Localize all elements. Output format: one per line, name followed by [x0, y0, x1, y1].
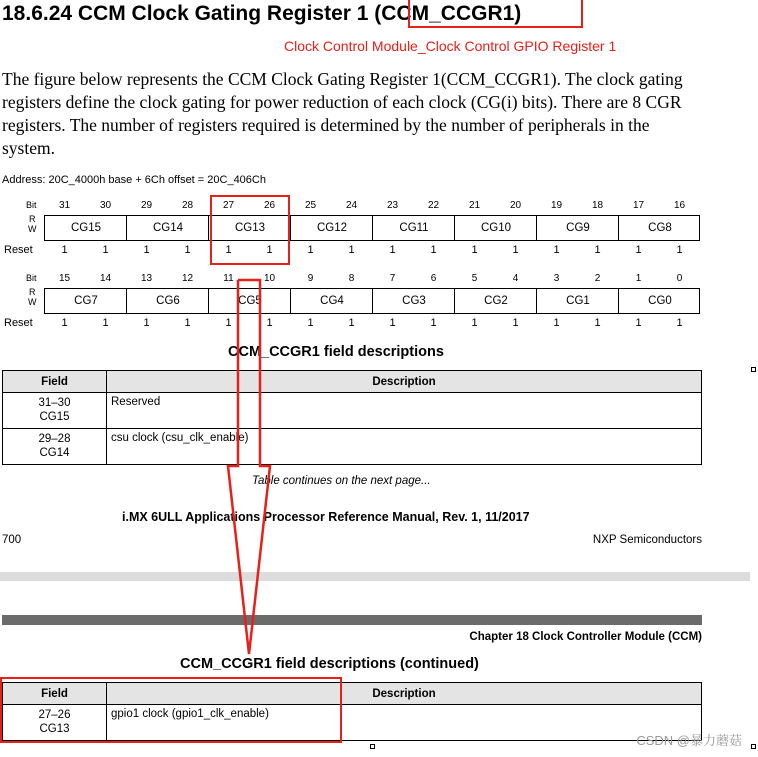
reset-row-label: Reset [4, 317, 33, 329]
bit-number: 2 [594, 273, 601, 284]
reset-value: 1 [594, 244, 601, 256]
bit-number: 11 [223, 273, 234, 284]
bit-number: 21 [468, 200, 481, 211]
reset-value: 1 [102, 317, 109, 329]
resize-handle[interactable] [751, 367, 756, 372]
field-name: CG9 [566, 222, 590, 234]
column-header-description: Description [107, 371, 702, 393]
reset-value: 1 [348, 317, 355, 329]
chapter-title: Chapter 18 Clock Controller Module (CCM) [469, 631, 702, 643]
bit-number: 28 [181, 200, 194, 211]
reset-value: 1 [307, 244, 314, 256]
bit-number: 6 [430, 273, 437, 284]
reset-value: 1 [676, 244, 683, 256]
reset-value: 1 [266, 244, 273, 256]
field-bits: 31–30 [38, 397, 71, 409]
bit-number: 25 [304, 200, 317, 211]
bit-number: 18 [591, 200, 604, 211]
rw-label: R W [28, 214, 37, 234]
reset-value: 1 [61, 244, 68, 256]
table-continues-note: Table continues on the next page... [252, 475, 431, 487]
reset-value: 1 [553, 244, 560, 256]
column-header-field: Field [3, 371, 107, 393]
field-name: CG8 [648, 222, 672, 234]
field-name: CG12 [316, 222, 348, 234]
description-cell: gpio1 clock (gpio1_clk_enable) [107, 705, 702, 741]
field-name: CG2 [484, 295, 508, 307]
bit-number: 24 [345, 200, 358, 211]
bit-number: 3 [553, 273, 560, 284]
field-name: CG14 [39, 447, 70, 459]
vendor-name: NXP Semiconductors [592, 534, 702, 546]
reset-value: 1 [61, 317, 68, 329]
annotation-text: Clock Control Module_Clock Control GPIO Register 1 [284, 38, 617, 54]
reset-value: 1 [348, 244, 355, 256]
reset-value: 1 [553, 317, 560, 329]
section-title-register: (CCM_CCGR1) [374, 2, 522, 25]
bit-number: 15 [58, 273, 71, 284]
reset-value: 1 [225, 317, 232, 329]
bit-number: 30 [99, 200, 112, 211]
bit-number: 4 [512, 273, 519, 284]
field-name: CG13 [234, 222, 266, 234]
reset-value: 1 [676, 317, 683, 329]
field-name: CG4 [320, 295, 344, 307]
field-name: CG15 [70, 222, 102, 234]
reset-value: 1 [225, 244, 232, 256]
field-name: CG15 [39, 411, 70, 423]
bit-number: 16 [673, 200, 686, 211]
bit-number: 29 [140, 200, 153, 211]
field-bits: 29–28 [38, 433, 71, 445]
bit-number: 27 [222, 200, 235, 211]
reset-value: 1 [635, 244, 642, 256]
reset-value: 1 [471, 317, 478, 329]
field-name: CG0 [648, 295, 672, 307]
reset-value: 1 [266, 317, 273, 329]
reset-value: 1 [512, 244, 519, 256]
bit-number: 8 [348, 273, 355, 284]
description-cell: csu clock (csu_clk_enable) [107, 429, 702, 465]
reset-value: 1 [307, 317, 314, 329]
bit-number: 10 [263, 273, 276, 284]
bit-number: 31 [58, 200, 71, 211]
field-name: CG13 [39, 723, 70, 735]
reset-value: 1 [430, 244, 437, 256]
bit-number: 23 [386, 200, 399, 211]
field-table-heading: CCM_CCGR1 field descriptions [228, 344, 444, 360]
bit-number: 5 [471, 273, 478, 284]
bit-row-label: Bit [26, 273, 37, 283]
reset-value: 1 [389, 317, 396, 329]
field-name: CG6 [156, 295, 180, 307]
bit-number: 13 [140, 273, 153, 284]
bit-number: 22 [427, 200, 440, 211]
description-cell: Reserved [107, 393, 702, 429]
page-number: 700 [2, 534, 22, 546]
bit-row-label: Bit [26, 200, 37, 210]
reset-value: 1 [471, 244, 478, 256]
field-bits: 27–26 [38, 709, 71, 721]
reset-value: 1 [635, 317, 642, 329]
rw-label: R W [28, 287, 37, 307]
bit-number: 7 [389, 273, 396, 284]
bit-number: 14 [99, 273, 112, 284]
bit-number: 1 [635, 273, 642, 284]
bit-number: 17 [632, 200, 645, 211]
resize-handle[interactable] [370, 744, 375, 749]
bit-number: 12 [181, 273, 194, 284]
reset-value: 1 [594, 317, 601, 329]
reset-value: 1 [389, 244, 396, 256]
field-name: CG10 [480, 222, 512, 234]
bit-number: 20 [509, 200, 522, 211]
continued-table-heading: CCM_CCGR1 field descriptions (continued) [180, 656, 479, 672]
column-header-description: Description [107, 683, 702, 705]
reset-value: 1 [430, 317, 437, 329]
field-name: CG3 [402, 295, 426, 307]
reset-value: 1 [143, 317, 150, 329]
bit-number: 26 [263, 200, 276, 211]
reset-value: 1 [184, 244, 191, 256]
bit-number: 9 [307, 273, 314, 284]
field-name: CG14 [152, 222, 184, 234]
register-address: Address: 20C_4000h base + 6Ch offset = 20C_406Ch [2, 174, 266, 186]
reset-value: 1 [102, 244, 109, 256]
field-name: CG7 [74, 295, 98, 307]
column-header-field: Field [3, 683, 107, 705]
field-name: CG1 [566, 295, 590, 307]
bit-number: 0 [676, 273, 683, 284]
watermark: CSDN @暴力蘑菇 [636, 733, 742, 748]
section-title-prefix: 18.6.24 CCM Clock Gating Register 1 [2, 2, 375, 25]
resize-handle[interactable] [751, 744, 756, 749]
arrow-shape [228, 280, 270, 654]
bit-number: 19 [550, 200, 563, 211]
manual-footer: i.MX 6ULL Applications Processor Reference Manual, Rev. 1, 11/2017 [122, 510, 530, 524]
reset-row-label: Reset [4, 244, 33, 256]
reset-value: 1 [184, 317, 191, 329]
field-name: CG5 [238, 295, 262, 307]
arrow-shaft [228, 280, 270, 654]
reset-value: 1 [143, 244, 150, 256]
description-paragraph: The figure below represents the CCM Clock Gating Register 1(CCM_CCGR1). The clock gating registers define the clock gating for power reduction of each clock (CG(i) bits). There are 8 CGR registers. The number of registers required is determined by the number of peripherals in the system. [2, 69, 683, 158]
field-name: CG11 [399, 222, 429, 234]
reset-value: 1 [512, 317, 519, 329]
